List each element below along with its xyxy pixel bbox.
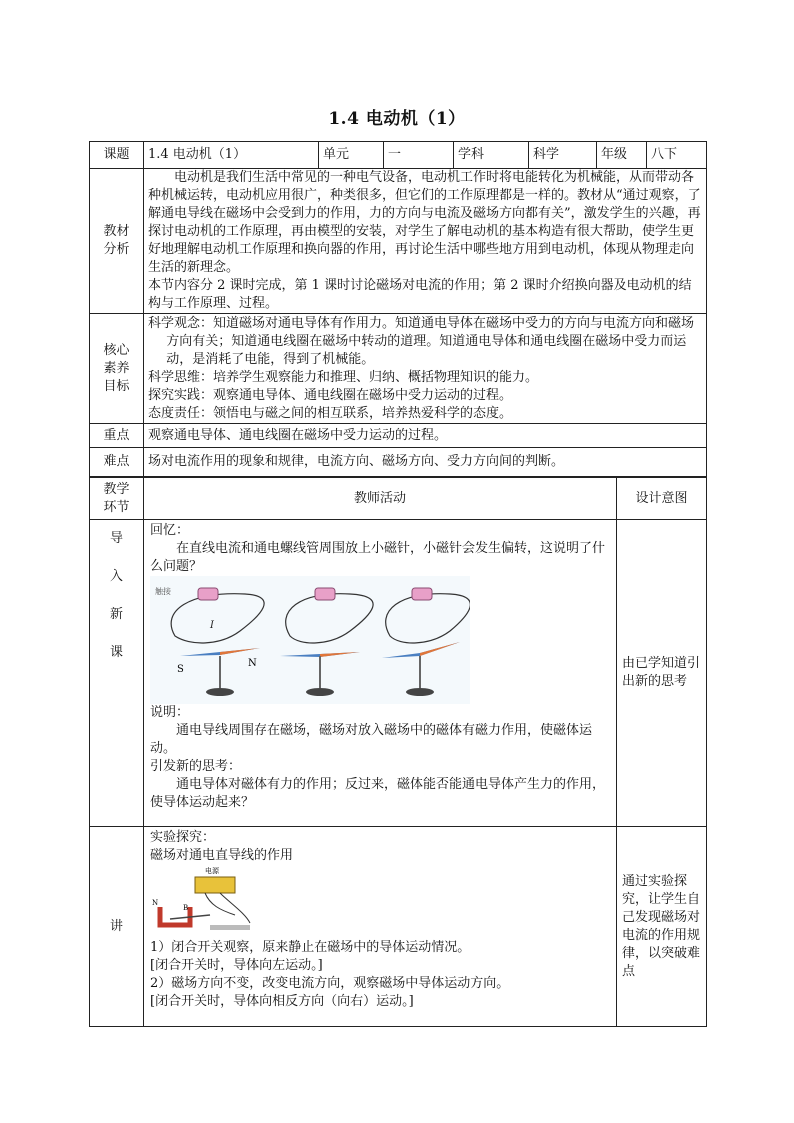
lecture-stage: 讲 (90, 827, 144, 1027)
key-point-text: 观察通电导体、通电线圈在磁场中受力运动的过程。 (144, 424, 707, 448)
think-label: 引发新的思考： (150, 759, 242, 774)
analysis-paragraph-1: 电动机是我们生活中常见的一种电气设备，电动机工作时将电能转化为机械能，从而带动各种机械运转，电动机应用很广，种类很多，但它们的工作原理都是一样的。教材从“通过观察，了解通电导线在磁场中会受到力的作用，力的方向与电流及磁场方向都有关”，激发学生的兴趣，再探讨电动机的工作原理，再由模型的安装，对学生了解电动机的基本构造有很大帮助，使学生更好地理解电动机工作原理和换向器的作用，再讨论生活中哪些地方用到电动机，体现从物理走向生活的新理念。 (148, 170, 701, 275)
design-intent-header: 设计意图 (617, 478, 707, 520)
goal-item: 科学观念：知道磁场对通电导体有作用力。知道通电导体在磁场中受力的方向与电流方向和磁场方向有关；知道通电线圈在磁场中转动的道理。知道通电导体和通电线圈在磁场中受力而运动，是消耗了电能，得到了机械能。 (148, 315, 695, 367)
analysis-label: 教材分析 (90, 169, 144, 314)
difficulty-text: 场对电流作用的现象和规律，电流方向、磁场方向、受力方向间的判断。 (144, 448, 707, 477)
experiment-title: 磁场对通电直导线的作用 (150, 848, 294, 863)
subject-value: 1.4 电动机（1） (144, 142, 319, 169)
intro-stage (90, 520, 144, 827)
unit-value: 一 (384, 142, 454, 169)
intro-stage-char: 新 (109, 607, 123, 622)
step-2-answer: [闭合开关时，导体向相反方向（向右）运动。] (150, 994, 414, 1009)
intro-stage-char: 导 (109, 531, 123, 546)
explain-label: 说明： (150, 705, 190, 720)
lecture-design-intent: 通过实验探究，让学生自己发现磁场对电流的作用规律，以突破难点 (617, 827, 707, 1027)
goals-label (90, 314, 144, 424)
stage-header (90, 478, 144, 520)
grade-value: 八下 (647, 142, 707, 169)
figure-label: N (152, 899, 159, 907)
recall-label: 回忆： (150, 523, 190, 538)
figure-label: 触接 (155, 587, 171, 596)
experiment-label: 实验探究： (150, 830, 216, 845)
experiment-figure (150, 865, 260, 939)
stage-header-line: 环节 (103, 499, 130, 515)
intro-stage-char: 入 (109, 569, 123, 584)
discipline-value: 科学 (529, 142, 597, 169)
figure-label: N (248, 658, 257, 669)
intro-design-intent: 由已学知道引出新的思考 (617, 520, 707, 827)
figure-label: 电源 (205, 867, 219, 875)
figure-label: I (210, 620, 214, 631)
explain-text: 通电导线周围存在磁场，磁场对放入磁场中的磁体有磁力作用，使磁体运动。 (150, 723, 593, 756)
unit-label: 单元 (319, 142, 384, 169)
process-table (89, 477, 707, 1027)
step-1: 1）闭合开关观察，原来静止在磁场中的导体运动情况。 (150, 940, 471, 955)
goals-label-line: 素养 (103, 360, 130, 376)
subject-label: 课题 (90, 142, 144, 169)
intro-stage-char: 课 (109, 645, 123, 660)
lesson-info-table (89, 141, 707, 477)
grade-label: 年级 (597, 142, 647, 169)
figure-label: S (177, 664, 184, 675)
goals-label-line: 目标 (103, 378, 130, 394)
discipline-label: 学科 (454, 142, 529, 169)
recall-question: 在直线电流和通电螺线管周围放上小磁针，小磁针会发生偏转，这说明了什么问题？ (150, 541, 606, 574)
figure-label: B (183, 904, 189, 912)
think-text: 通电导体对磁体有力的作用；反过来，磁体能否能通电导体产生力的作用，使导体运动起来？ (150, 777, 606, 810)
step-2: 2）磁场方向不变，改变电流方向，观察磁场中导体运动方向。 (150, 976, 510, 991)
key-point-label: 重点 (90, 424, 144, 448)
step-1-answer: [闭合开关时，导体向左运动。] (150, 958, 323, 973)
difficulty-label: 难点 (90, 448, 144, 477)
teacher-activity-header: 教师活动 (144, 478, 617, 520)
compass-needle-figure (150, 576, 470, 704)
goal-item: 探究实践：观察通电导体、通电线圈在磁场中受力运动的过程。 (148, 387, 513, 403)
goals-label-line: 核心 (103, 342, 130, 358)
goal-item: 态度责任：领悟电与磁之间的相互联系，培养热爱科学的态度。 (148, 405, 513, 421)
page-title: 1.4 电动机（1） (328, 109, 466, 129)
analysis-paragraph-2: 本节内容分 2 课时完成，第 1 课时讨论磁场对电流的作用；第 2 课时介绍换向器及电动机的结构与工作原理、过程。 (148, 278, 692, 311)
goal-item: 科学思维：培养学生观察能力和推理、归纳、概括物理知识的能力。 (148, 369, 539, 385)
stage-header-line: 教学 (103, 481, 130, 497)
